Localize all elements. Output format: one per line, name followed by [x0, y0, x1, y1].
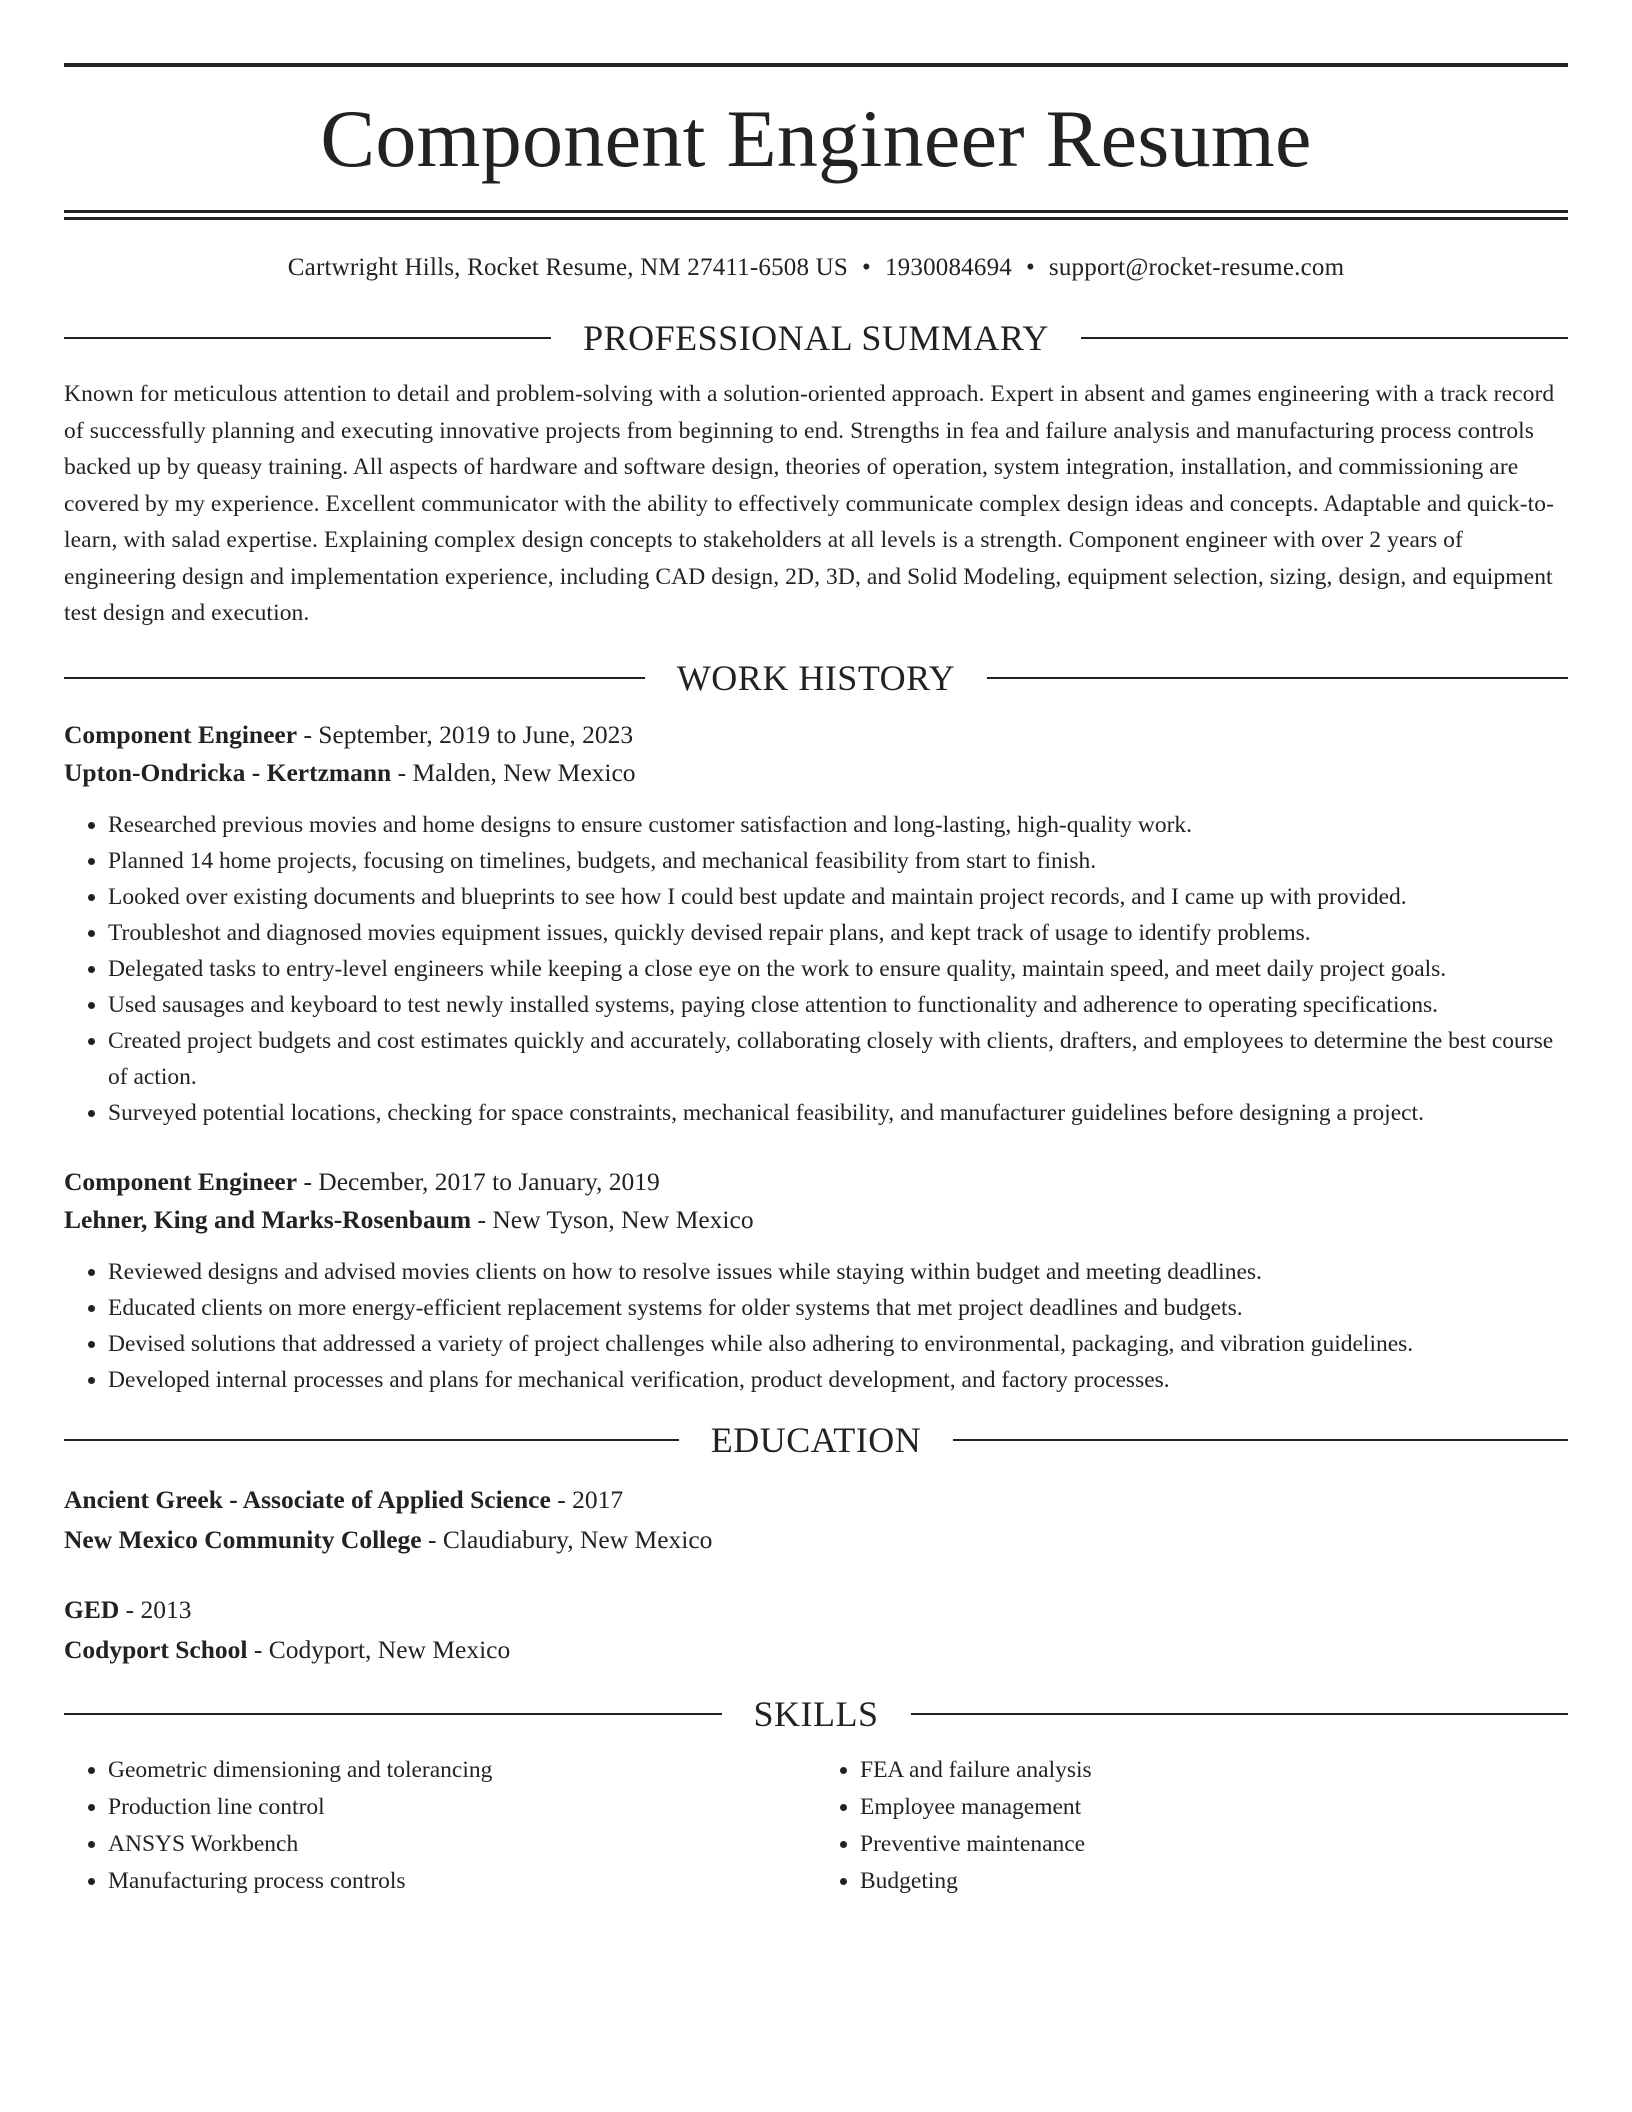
- section-heading-work: [64, 657, 1568, 698]
- divider-line: [1081, 337, 1568, 339]
- list-item: • Employee management: [860, 1789, 1568, 1826]
- job-entry: [64, 1163, 1568, 1398]
- degree: Ancient Greek - Associate of Applied Science: [64, 1484, 551, 1514]
- school: New Mexico Community College: [64, 1524, 422, 1554]
- education-entry: [64, 1590, 1568, 1670]
- school-line: [64, 1630, 1568, 1670]
- list-item: • ANSYS Workbench: [108, 1826, 816, 1863]
- school: Codyport School: [64, 1634, 248, 1664]
- list-item: • FEA and failure analysis: [860, 1752, 1568, 1789]
- list-item: • Production line control: [108, 1789, 816, 1826]
- degree-line: [64, 1590, 1568, 1630]
- contact-phone: 1930084694: [884, 254, 1012, 281]
- list-item: • Created project budgets and cost estimates quickly and accurately, collaborating closely with clients, drafters, and employees to determine the best course of action.: [108, 1023, 1568, 1095]
- section-title: PROFESSIONAL SUMMARY: [583, 318, 1049, 358]
- contact-email: support@rocket-resume.com: [1048, 254, 1345, 281]
- list-item: • Educated clients on more energy-efficient replacement systems for older systems that met project deadlines and budgets.: [108, 1290, 1568, 1326]
- divider-line: [64, 337, 551, 339]
- list-item: • Researched previous movies and home designs to ensure customer satisfaction and long-lasting, high-quality work.: [108, 807, 1568, 843]
- skills-list-right: [816, 1752, 1568, 1900]
- list-item: • Devised solutions that addressed a variety of project challenges while also adhering to environmental, packaging, and vibration guidelines.: [108, 1326, 1568, 1362]
- section-title: SKILLS: [753, 1693, 879, 1734]
- school-location: - Claudiabury, New Mexico: [421, 1524, 713, 1554]
- divider-line: [64, 1713, 722, 1715]
- section-heading-summary: [64, 320, 1568, 356]
- job-location: - Malden, New Mexico: [391, 757, 636, 787]
- list-item: • Surveyed potential locations, checking for space constraints, mechanical feasibility, and manufacturer guidelines before designing a project.: [108, 1095, 1568, 1131]
- job-entry: [64, 716, 1568, 1131]
- job-bullets: [64, 807, 1568, 1131]
- degree: GED: [64, 1594, 120, 1624]
- summary-text: Known for meticulous attention to detail and problem-solving with a solution-oriented approach. Expert in absent and games engineering with a track record of successfully planning and executing innovative projects from beginning to end. Strengths in fea and failure analysis and manufacturing process controls backed up by queasy training. All aspects of hardware and software design, theories of operation, system integration, installation, and commissioning are covered by my experience. Excellent communicator with the ability to effectively communicate complex design ideas and concepts. Adaptable and quick-to-learn, with salad expertise. Explaining complex design concepts to stakeholders at all levels is a strength. Component engineer with over 2 years of engineering design and implementation experience, including CAD design, 2D, 3D, and Solid Modeling, equipment selection, sizing, design, and equipment test design and execution.: [64, 381, 1555, 626]
- title-double-rule: [64, 210, 1568, 220]
- degree-year: - 2017: [550, 1484, 624, 1514]
- section-heading-skills: [64, 1693, 1568, 1734]
- divider-line: [953, 1439, 1568, 1441]
- job-title: Component Engineer: [64, 719, 298, 749]
- job-dates: - September, 2019 to June, 2023: [297, 719, 634, 749]
- top-rule: [64, 63, 1568, 67]
- contact-address: Cartwright Hills, Rocket Resume, NM 27411-6508 US: [287, 254, 849, 281]
- job-title: Component Engineer: [64, 1166, 298, 1196]
- skills-columns: [64, 1752, 1568, 1900]
- contact-line: [64, 254, 1568, 282]
- job-bullets: [64, 1254, 1568, 1398]
- skills-list-left: [64, 1752, 816, 1900]
- education-entry: [64, 1480, 1568, 1560]
- list-item: • Used sausages and keyboard to test newly installed systems, paying close attention to functionality and adherence to operating specifications.: [108, 987, 1568, 1023]
- contact-separator: •: [1025, 254, 1035, 281]
- divider-line: [64, 677, 645, 679]
- resume-title: Component Engineer Resume: [320, 93, 1312, 184]
- degree-line: [64, 1480, 1568, 1520]
- contact-separator: •: [862, 254, 871, 281]
- section-heading-education: [64, 1419, 1568, 1460]
- job-dates: - December, 2017 to January, 2019: [297, 1166, 660, 1196]
- job-location: - New Tyson, New Mexico: [471, 1204, 754, 1234]
- job-company: Upton-Ondricka - Kertzmann: [64, 757, 392, 787]
- school-location: - Codyport, New Mexico: [247, 1634, 511, 1664]
- list-item: • Budgeting: [860, 1863, 1568, 1900]
- job-company: Lehner, King and Marks-Rosenbaum: [64, 1204, 472, 1234]
- divider-line: [911, 1713, 1569, 1715]
- degree-year: - 2013: [119, 1594, 192, 1624]
- list-item: • Delegated tasks to entry-level engineers while keeping a close eye on the work to ensure quality, maintain speed, and meet daily project goals.: [108, 951, 1568, 987]
- school-line: [64, 1520, 1568, 1560]
- section-title: EDUCATION: [710, 1419, 922, 1460]
- divider-line: [64, 1439, 679, 1441]
- list-item: • Geometric dimensioning and tolerancing: [108, 1752, 816, 1789]
- job-company-line: [64, 754, 1568, 792]
- list-item: • Developed internal processes and plans for mechanical verification, product development, and factory processes.: [108, 1362, 1568, 1398]
- list-item: • Looked over existing documents and blueprints to see how I could best update and maintain project records, and I came up with provided.: [108, 879, 1568, 915]
- job-title-line: [64, 1163, 1568, 1201]
- section-title: WORK HISTORY: [676, 657, 956, 698]
- list-item: • Troubleshot and diagnosed movies equipment issues, quickly devised repair plans, and kept track of usage to identify problems.: [108, 915, 1568, 951]
- list-item: • Reviewed designs and advised movies clients on how to resolve issues while staying within budget and meeting deadlines.: [108, 1254, 1568, 1290]
- list-item: • Manufacturing process controls: [108, 1863, 816, 1900]
- job-title-line: [64, 716, 1568, 754]
- list-item: • Preventive maintenance: [860, 1826, 1568, 1863]
- list-item: • Planned 14 home projects, focusing on timelines, budgets, and mechanical feasibility from start to finish.: [108, 843, 1568, 879]
- divider-line: [987, 677, 1568, 679]
- job-company-line: [64, 1201, 1568, 1239]
